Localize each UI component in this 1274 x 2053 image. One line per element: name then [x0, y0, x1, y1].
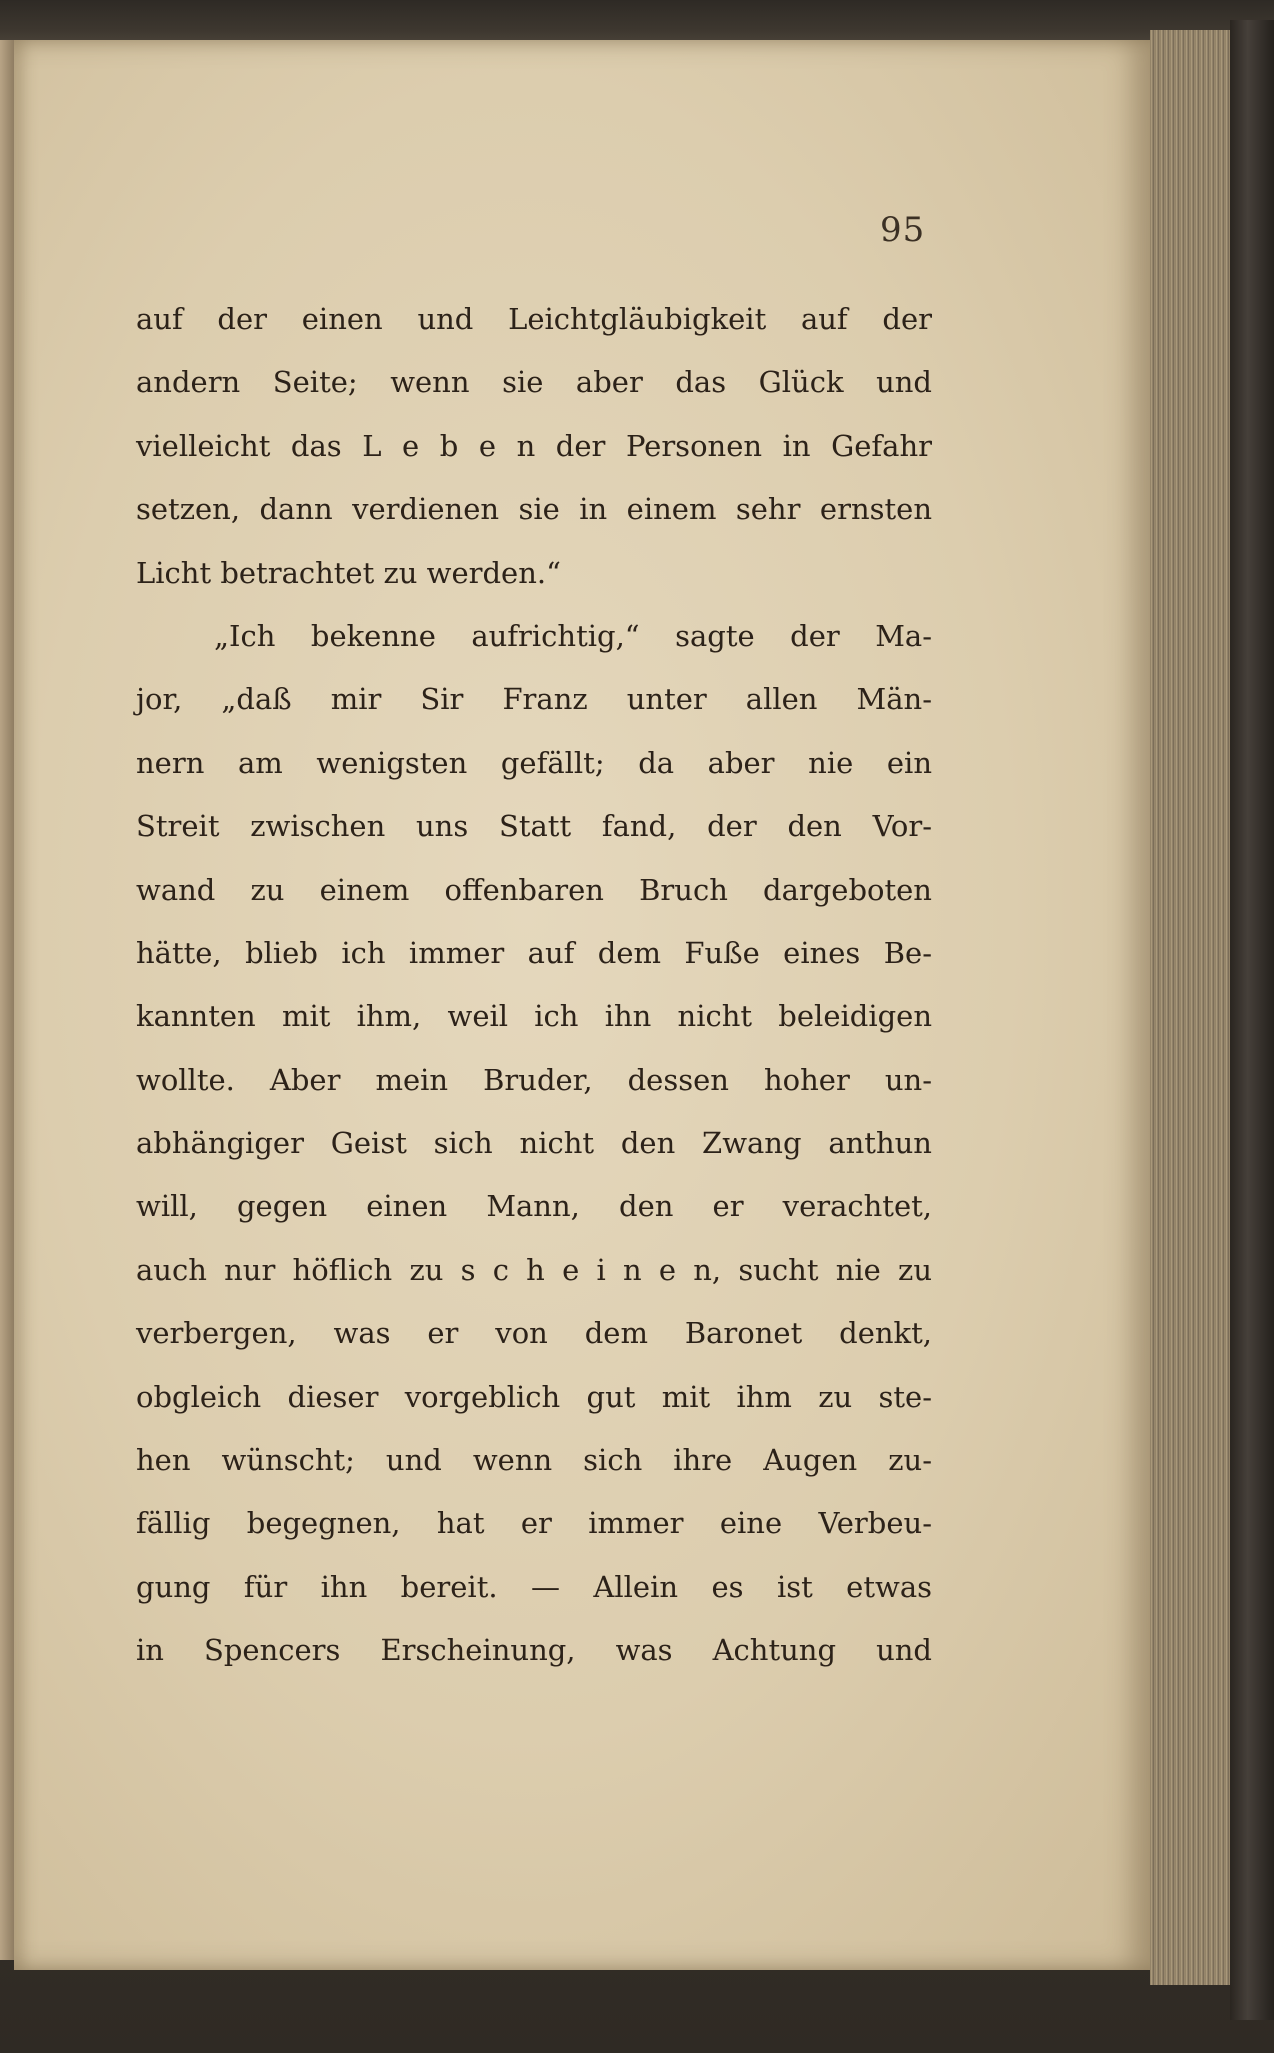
- text-line: andern Seite; wenn sie aber das Glück und: [136, 365, 932, 400]
- text-line: kannten mit ihm, weil ich ihn nicht beleidigen: [136, 999, 932, 1034]
- text-line: wand zu einem offenbaren Bruch dargeboten: [136, 872, 932, 907]
- text-line: auch nur höflich zu s c h e i n e n, sucht nie zu: [136, 1252, 932, 1287]
- text-line: fällig begegnen, hat er immer eine Verbeu-: [136, 1506, 932, 1541]
- text-line: jor, „daß mir Sir Franz unter allen Män-: [136, 682, 932, 717]
- text-line: hätte, blieb ich immer auf dem Fuße eines Be-: [136, 935, 932, 970]
- page-number: 95: [880, 210, 926, 250]
- text-line: will, gegen einen Mann, den er verachtet,: [136, 1189, 932, 1224]
- book-cover: [1230, 20, 1274, 2020]
- body-text: [136, 288, 932, 1683]
- page-stack-edge: [1150, 30, 1236, 1985]
- text-line: wollte. Aber mein Bruder, dessen hoher un-: [136, 1062, 932, 1097]
- text-line: setzen, dann verdienen sie in einem sehr ernsten: [136, 492, 932, 527]
- text-line: Licht betrachtet zu werden.“: [136, 555, 561, 590]
- text-line: vielleicht das L e b e n der Personen in Gefahr: [136, 428, 932, 463]
- text-line: gung für ihn bereit. — Allein es ist etwas: [136, 1569, 932, 1604]
- text-line: obgleich dieser vorgeblich gut mit ihm zu ste-: [136, 1379, 932, 1414]
- text-line: in Spencers Erscheinung, was Achtung und: [136, 1633, 932, 1668]
- text-line: nern am wenigsten gefällt; da aber nie ein: [136, 745, 932, 780]
- text-line: abhängiger Geist sich nicht den Zwang anthun: [136, 1126, 932, 1161]
- text-line: verbergen, was er von dem Baronet denkt,: [136, 1316, 932, 1351]
- text-line: Streit zwischen uns Statt fand, der den Vor-: [136, 809, 932, 844]
- text-line: hen wünscht; und wenn sich ihre Augen zu-: [136, 1443, 932, 1478]
- text-line: auf der einen und Leichtgläubigkeit auf der: [136, 302, 932, 336]
- text-line: „Ich bekenne aufrichtig,“ sagte der Ma-: [214, 618, 932, 653]
